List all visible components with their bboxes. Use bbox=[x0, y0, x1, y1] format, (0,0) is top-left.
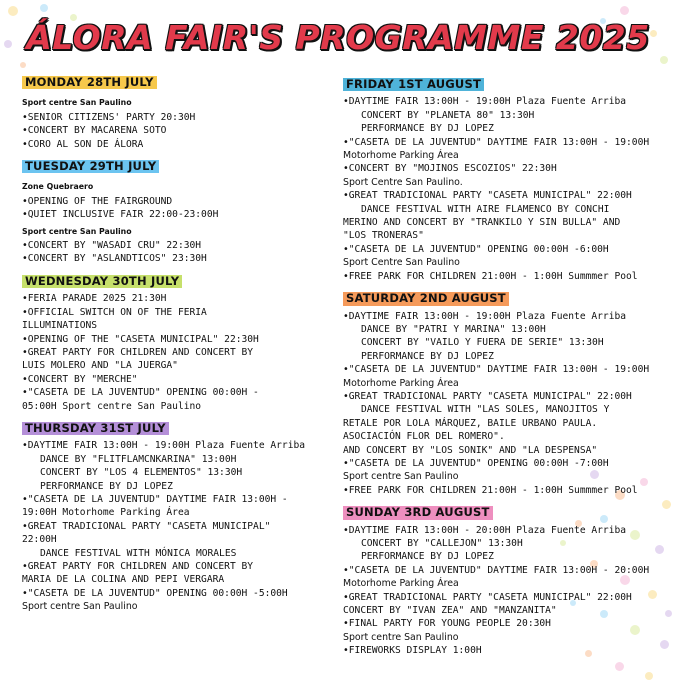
event-line: • "CASETA DE LA JUVENTUD" DAYTIME FAIR 13:00H - 19:00H bbox=[343, 136, 661, 149]
day-section bbox=[22, 160, 324, 266]
event-line: Sport Centre San Paulino bbox=[343, 257, 460, 269]
event-line: DANCE BY "PATRI Y MARINA" 13:00H bbox=[361, 323, 546, 335]
day-title: SUNDAY 3RD AUGUST bbox=[343, 506, 493, 519]
event-line: DANCE FESTIVAL WITH AIRE FLAMENCO BY CONCHI bbox=[361, 203, 610, 215]
day-title: FRIDAY 1ST AUGUST bbox=[343, 78, 484, 91]
event-line: • FIREWORKS DISPLAY 1:00H bbox=[343, 644, 661, 657]
event-line: • CONCERT BY MACARENA SOTO bbox=[22, 124, 324, 137]
event-line: • "CASETA DE LA JUVENTUD" OPENING 00:00H -6:00H bbox=[343, 243, 661, 256]
event-line: • CONCERT BY "WASADI CRU" 22:30H bbox=[22, 239, 324, 252]
event-line: DANCE FESTIVAL WITH MÓNICA MORALES bbox=[40, 547, 237, 559]
event-line: DANCE BY "FLITFLAMCNKARINA" 13:00H bbox=[40, 453, 237, 465]
event-line: • GREAT TRADICIONAL PARTY "CASETA MUNICIPAL" bbox=[22, 520, 324, 533]
event-line: • GREAT TRADICIONAL PARTY "CASETA MUNICIPAL" 22:00H bbox=[343, 390, 661, 403]
event-line: "LOS TRONERAS" bbox=[343, 230, 424, 242]
day-section bbox=[22, 422, 324, 614]
event-line: • QUIET INCLUSIVE FAIR 22:00-23:00H bbox=[22, 208, 324, 221]
event-line: Motorhome Parking Área bbox=[343, 377, 459, 389]
confetti-dot bbox=[665, 610, 672, 617]
confetti-dot bbox=[40, 4, 48, 12]
event-line: • FINAL PARTY FOR YOUNG PEOPLE 20:30H bbox=[343, 617, 661, 630]
event-line: • OPENING OF THE FAIRGROUND bbox=[22, 195, 324, 208]
programme-right-column bbox=[343, 78, 661, 667]
event-line: CONCERT BY "PLANETA 80" 13:30H bbox=[361, 109, 535, 121]
event-line: 05:00H Sport centre San Paulino bbox=[22, 400, 202, 412]
event-line: LUIS MOLERO AND "LA JUERGA" bbox=[22, 360, 178, 372]
programme-left-column bbox=[22, 76, 324, 623]
event-line: • OFFICIAL SWITCH ON OF THE FERIA bbox=[22, 306, 324, 319]
confetti-dot bbox=[645, 672, 653, 680]
event-line: 19:00H Motorhome Parking Área bbox=[22, 507, 190, 519]
event-line: PERFORMANCE BY DJ LOPEZ bbox=[361, 123, 494, 135]
confetti-dot bbox=[620, 6, 629, 15]
day-title: MONDAY 28TH JULY bbox=[22, 76, 157, 89]
event-line: Motorhome Parking Área bbox=[343, 150, 459, 162]
event-line: • "CASETA DE LA JUVENTUD" OPENING 00:00H -5:00H bbox=[22, 587, 324, 600]
event-line: CONCERT BY "IVAN ZEA" AND "MANZANITA" bbox=[343, 605, 557, 617]
day-section bbox=[343, 292, 661, 497]
event-line: Sport centre San Paulino bbox=[22, 601, 138, 613]
page-title: ÁLORA FAIR'S PROGRAMME 2025 bbox=[26, 18, 650, 57]
event-line: CONCERT BY "CALLEJON" 13:30H bbox=[361, 538, 523, 549]
day-section bbox=[343, 78, 661, 283]
venue-label: Sport centre San Paulino bbox=[22, 226, 132, 236]
event-line: DANCE FESTIVAL WITH "LAS SOLES, MANOJITOS Y bbox=[361, 404, 610, 416]
day-section bbox=[343, 506, 661, 657]
event-line: • DAYTIME FAIR 13:00H - 19:00H Plaza Fuente Arriba bbox=[343, 310, 661, 323]
day-title: THURSDAY 31ST JULY bbox=[22, 422, 169, 435]
event-line: CONCERT BY "LOS 4 ELEMENTOS" 13:30H bbox=[40, 467, 243, 479]
event-line: • "CASETA DE LA JUVENTUD" DAYTIME FAIR 13:00H - bbox=[22, 493, 324, 506]
event-line: RETALE POR LOLA MÁRQUEZ, BAILE URBANO PAULA. bbox=[343, 417, 598, 429]
day-section bbox=[22, 76, 324, 151]
event-line: Motorhome Parking Área bbox=[343, 578, 459, 590]
event-line: AND CONCERT BY "LOS SONIK" AND "LA DESPENSA" bbox=[343, 444, 598, 456]
event-line: • CONCERT BY "ASLANDTICOS" 23:30H bbox=[22, 252, 324, 265]
event-line: • SENIOR CITIZENS' PARTY 20:30H bbox=[22, 111, 324, 124]
event-line: 22:00H bbox=[22, 534, 57, 546]
day-section bbox=[22, 275, 324, 413]
event-line: • DAYTIME FAIR 13:00H - 20:00H Plaza Fuente Arriba bbox=[343, 524, 661, 537]
event-line: • GREAT PARTY FOR CHILDREN AND CONCERT BY bbox=[22, 560, 324, 573]
event-line: • DAYTIME FAIR 13:00H - 19:00H Plaza Fuente Arriba bbox=[22, 439, 324, 452]
event-line: Sport centre San Paulino bbox=[343, 471, 459, 483]
event-line: ASOCIACIÓN FLOR DEL ROMERO". bbox=[343, 431, 505, 443]
confetti-dot bbox=[660, 56, 668, 64]
event-line: • FERIA PARADE 2025 21:30H bbox=[22, 292, 324, 305]
event-line: • "CASETA DE LA JUVENTUD" DAYTIME FAIR 13:00H - 19:00H bbox=[343, 363, 661, 376]
event-line: • GREAT PARTY FOR CHILDREN AND CONCERT BY bbox=[22, 346, 324, 359]
event-line: MERINO AND CONCERT BY "TRANKILO Y SIN BULLA" AND bbox=[343, 217, 621, 229]
event-line: • FREE PARK FOR CHILDREN 21:00H - 1:00H Summmer Pool bbox=[343, 484, 661, 497]
event-line: Sport centre San Paulino bbox=[343, 631, 459, 643]
day-title: TUESDAY 29TH JULY bbox=[22, 160, 159, 173]
confetti-dot bbox=[662, 500, 671, 509]
event-line: • CORO AL SON DE ÁLORA bbox=[22, 138, 324, 151]
event-line: PERFORMANCE BY DJ LOPEZ bbox=[40, 480, 173, 492]
venue-label: Sport centre San Paulino bbox=[22, 98, 132, 108]
event-line: • CONCERT BY "MERCHE" bbox=[22, 373, 324, 386]
confetti-dot bbox=[8, 6, 18, 16]
event-line: CONCERT BY "VAILO Y FUERA DE SERIE" 13:30H bbox=[361, 337, 604, 349]
event-line: PERFORMANCE BY DJ LOPEZ bbox=[361, 551, 494, 563]
event-line: PERFORMANCE BY DJ LOPEZ bbox=[361, 350, 494, 362]
event-line: • CONCERT BY "MOJINOS ESCOZIOS" 22:30H bbox=[343, 162, 661, 175]
event-line: Sport Centre San Paulino. bbox=[343, 176, 463, 188]
venue-label: Zone Quebraero bbox=[22, 182, 94, 192]
event-line: • GREAT TRADICIONAL PARTY "CASETA MUNICIPAL" 22:00H bbox=[343, 189, 661, 202]
event-line: • OPENING OF THE "CASETA MUNICIPAL" 22:30H bbox=[22, 333, 324, 346]
event-line: • "CASETA DE LA JUVENTUD" OPENING 00:00H - bbox=[22, 386, 324, 399]
event-line: • "CASETA DE LA JUVENTUD" DAYTIME FAIR 13:00H - 20:00H bbox=[343, 564, 661, 577]
event-line: • GREAT TRADICIONAL PARTY "CASETA MUNICIPAL" 22:00H bbox=[343, 591, 661, 604]
confetti-dot bbox=[660, 640, 669, 649]
event-line: MARIA DE LA COLINA AND PEPI VERGARA bbox=[22, 574, 225, 586]
event-line: • "CASETA DE LA JUVENTUD" OPENING 00:00H -7:00H bbox=[343, 457, 661, 470]
event-line: • DAYTIME FAIR 13:00H - 19:00H Plaza Fuente Arriba bbox=[343, 95, 661, 108]
confetti-dot bbox=[20, 62, 26, 68]
event-line: • FREE PARK FOR CHILDREN 21:00H - 1:00H Summmer Pool bbox=[343, 270, 661, 283]
day-title: SATURDAY 2ND AUGUST bbox=[343, 292, 509, 305]
event-line: ILLUMINATIONS bbox=[22, 320, 98, 332]
day-title: WEDNESDAY 30TH JULY bbox=[22, 275, 182, 288]
